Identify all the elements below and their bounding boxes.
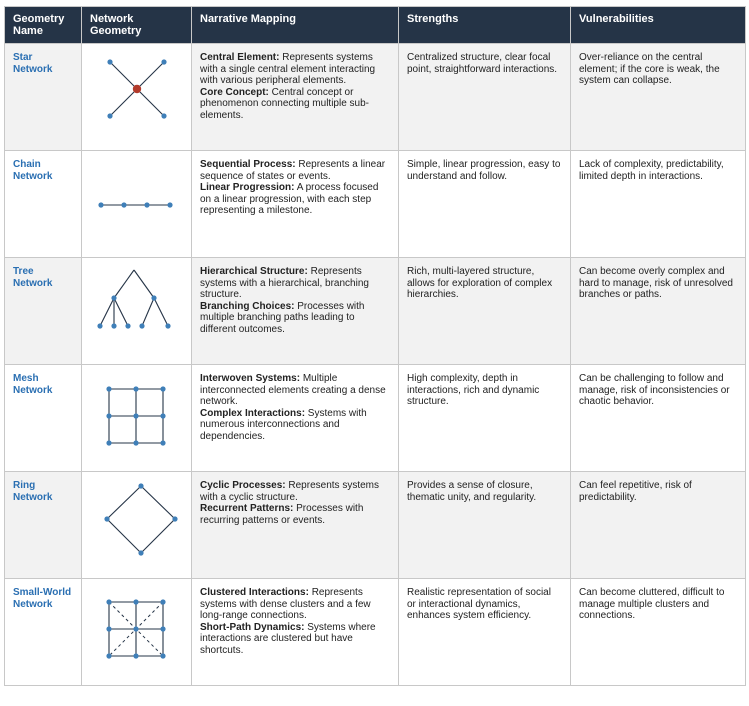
- vulnerabilities-cell: Can become cluttered, difficult to manage multiple clusters and connections.: [571, 579, 746, 686]
- mapping-term: Sequential Process:: [200, 159, 296, 170]
- mapping-text: Represents a linear sequence of states or events.: [200, 159, 386, 182]
- mapping-text: Processes with multiple branching paths leading to different outcomes.: [200, 300, 365, 335]
- ring-network-icon: [82, 472, 192, 579]
- strengths-cell: Realistic representation of social or interactional dynamics, enhances system efficiency.: [399, 579, 571, 686]
- table-row: [5, 472, 746, 579]
- table-row: [5, 151, 746, 258]
- mapping-term: Central Element:: [200, 52, 280, 63]
- table-row: [5, 579, 746, 686]
- mapping-text: Systems where interactions are clustered but have shortcuts.: [200, 621, 376, 656]
- mapping-text: Represents systems with a cyclic structure.: [200, 480, 379, 503]
- geometry-name: Ring Network: [5, 472, 82, 579]
- header-vulnerabilities: Vulnerabilities: [571, 7, 746, 44]
- mapping-text: A process focused on a linear progression, with each step representing a milestone.: [200, 182, 379, 217]
- mapping-term: Core Concept:: [200, 86, 269, 98]
- geometry-name: Tree Network: [5, 258, 82, 365]
- table-row: [5, 44, 746, 151]
- table-row: [5, 365, 746, 472]
- tree-network-icon: [82, 258, 192, 365]
- mapping-term: Linear Progression:: [200, 182, 295, 194]
- narrative-mapping-cell: [192, 365, 399, 472]
- narrative-mapping-cell: [192, 579, 399, 686]
- mapping-term: Hierarchical Structure:: [200, 266, 308, 277]
- geometry-name: Mesh Network: [5, 365, 82, 472]
- narrative-mapping-cell: [192, 472, 399, 579]
- header-strengths: Strengths: [399, 7, 571, 44]
- vulnerabilities-cell: Can become overly complex and hard to manage, risk of unresolved branches or paths.: [571, 258, 746, 365]
- small-world-network-icon: [82, 579, 192, 686]
- mapping-term: Interwoven Systems:: [200, 373, 301, 384]
- header-narrative-mapping: Narrative Mapping: [192, 7, 399, 44]
- mapping-text: Processes with recurring patterns or events.: [200, 503, 364, 526]
- narrative-mapping-cell: [192, 44, 399, 151]
- header-network-geometry: Network Geometry: [82, 7, 192, 44]
- narrative-mapping-cell: [192, 151, 399, 258]
- strengths-cell: Rich, multi-layered structure, allows for exploration of complex hierarchies.: [399, 258, 571, 365]
- mesh-network-icon: [82, 365, 192, 472]
- header-geometry-name: Geometry Name: [5, 7, 82, 44]
- mapping-text: Systems with numerous interconnections and dependencies.: [200, 407, 367, 442]
- mapping-text: Represents systems with a single central element interacting with various peripheral elements.: [200, 52, 376, 87]
- mapping-text: Represents systems with dense clusters and a few long-range connections.: [200, 587, 371, 622]
- mapping-term: Clustered Interactions:: [200, 587, 309, 598]
- mapping-term: Recurrent Patterns:: [200, 503, 294, 515]
- mapping-text: Central concept or phenomenon connecting multiple sub-elements.: [200, 86, 369, 121]
- table-row: [5, 258, 746, 365]
- mapping-term: Branching Choices:: [200, 300, 295, 312]
- mapping-term: Complex Interactions:: [200, 407, 306, 419]
- vulnerabilities-cell: Lack of complexity, predictability, limited depth in interactions.: [571, 151, 746, 258]
- mapping-term: Cyclic Processes:: [200, 480, 286, 491]
- chain-network-icon: [82, 151, 192, 258]
- network-geometry-table: [4, 6, 746, 686]
- mapping-text: Multiple interconnected elements creating a dense network.: [200, 373, 386, 408]
- table-header-row: [5, 7, 746, 44]
- narrative-mapping-cell: [192, 258, 399, 365]
- vulnerabilities-cell: Over-reliance on the central element; if the core is weak, the system can collapse.: [571, 44, 746, 151]
- star-network-icon: [82, 44, 192, 151]
- strengths-cell: Centralized structure, clear focal point, straightforward interactions.: [399, 44, 571, 151]
- geometry-name: Star Network: [5, 44, 82, 151]
- mapping-text: Represents systems with a hierarchical, branching structure.: [200, 266, 369, 301]
- geometry-name: Chain Network: [5, 151, 82, 258]
- geometry-name: Small-World Network: [5, 579, 82, 686]
- mapping-term: Short-Path Dynamics:: [200, 621, 305, 633]
- strengths-cell: High complexity, depth in interactions, rich and dynamic structure.: [399, 365, 571, 472]
- vulnerabilities-cell: Can be challenging to follow and manage, risk of inconsistencies or chaotic behavior.: [571, 365, 746, 472]
- strengths-cell: Simple, linear progression, easy to understand and follow.: [399, 151, 571, 258]
- strengths-cell: Provides a sense of closure, thematic unity, and regularity.: [399, 472, 571, 579]
- vulnerabilities-cell: Can feel repetitive, risk of predictability.: [571, 472, 746, 579]
